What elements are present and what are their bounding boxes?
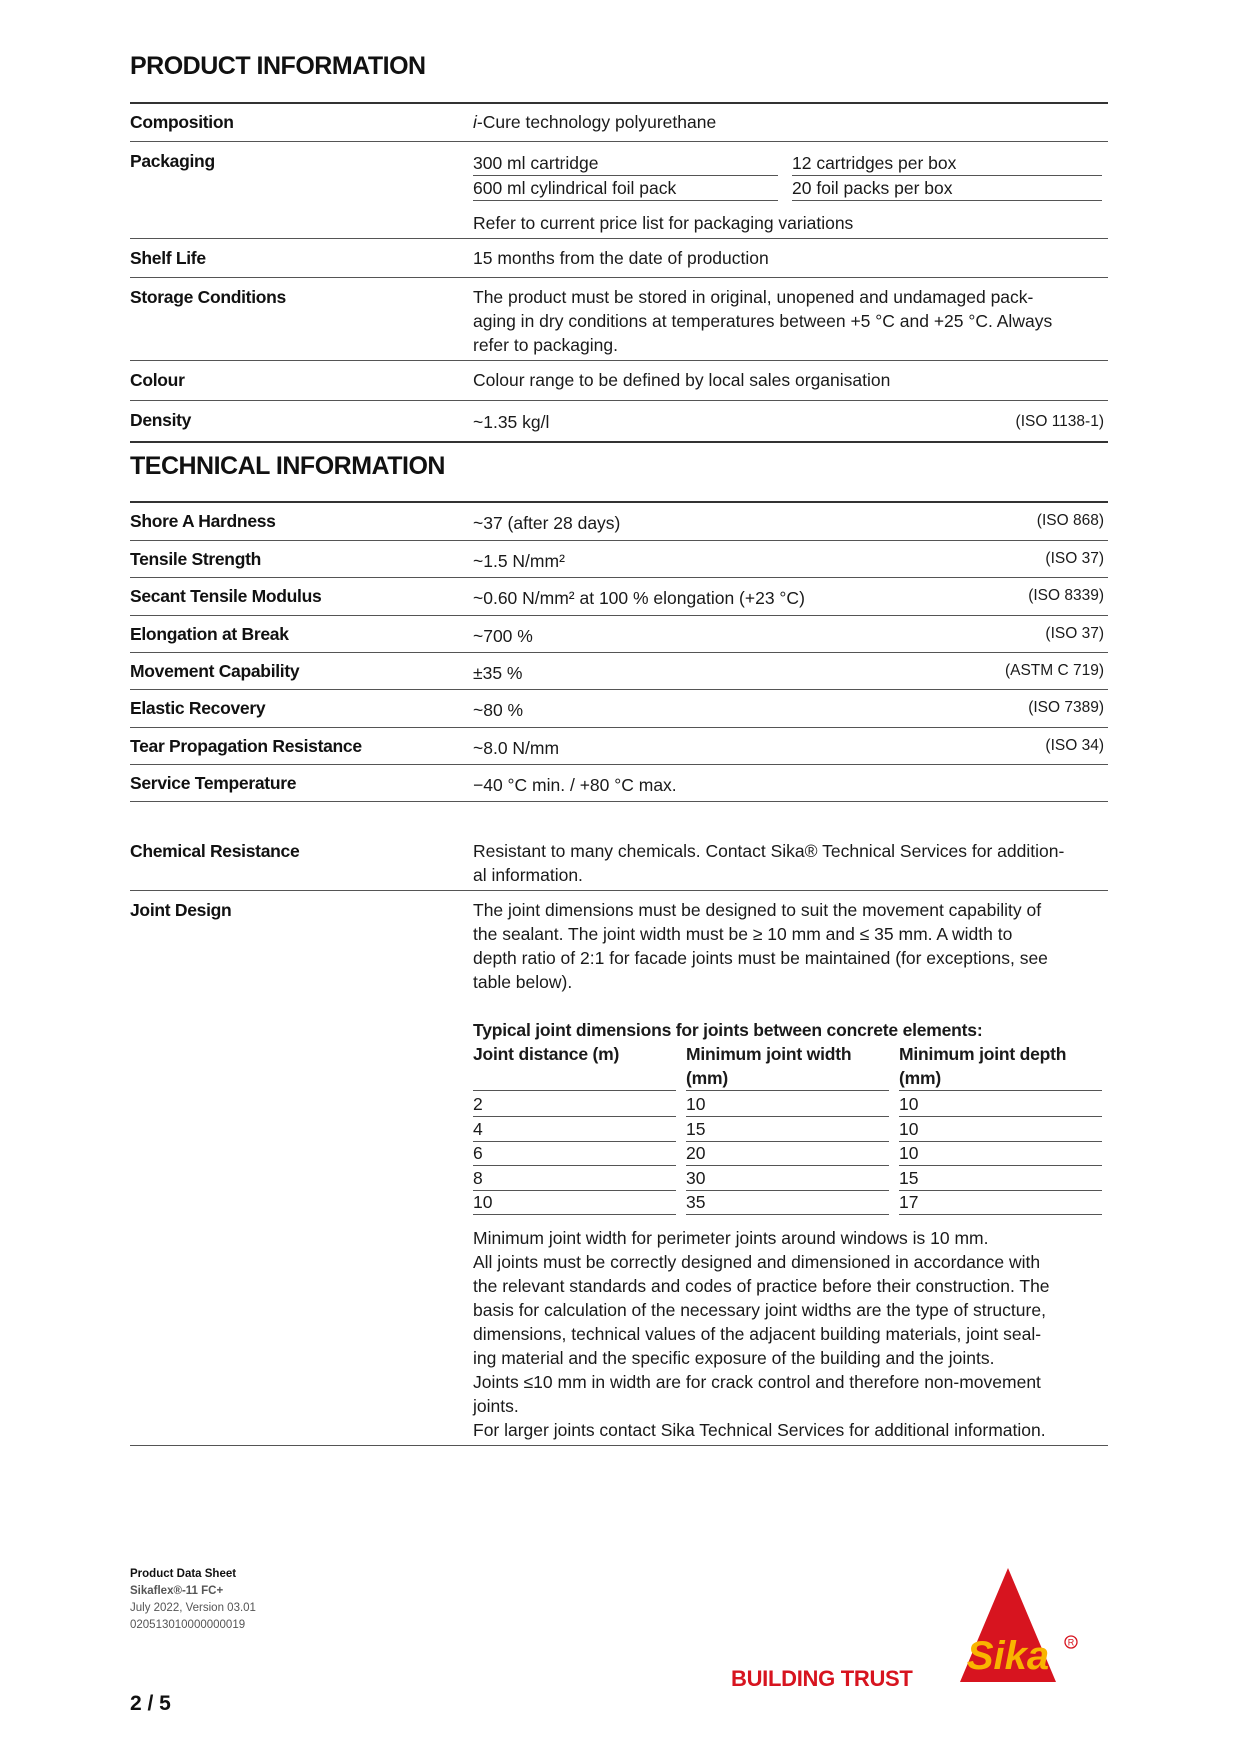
text-line: the relevant standards and codes of practice before their construction. The [473, 1276, 1050, 1296]
value-storage-conditions [473, 285, 1108, 357]
tech-row-value: ~80 % [473, 700, 524, 720]
label-packaging: Packaging [130, 151, 215, 171]
tech-row-value: −40 °C min. / +80 °C max. [473, 775, 677, 795]
text-line: table below). [473, 972, 573, 992]
tech-row-label: Tear Propagation Resistance [130, 736, 362, 756]
header-text: (mm) [899, 1068, 941, 1088]
tech-row-value: ~37 (after 28 days) [473, 513, 621, 533]
value-composition-text: -Cure technology polyurethane [476, 112, 717, 132]
tech-row-standard: (ASTM C 719) [1004, 662, 1104, 679]
label-joint-design: Joint Design [130, 900, 232, 920]
text-line: the sealant. The joint width must be ≥ 10 mm and ≤ 35 mm. A width to [473, 924, 1013, 944]
divider [130, 689, 1108, 690]
section-title-technical-information: TECHNICAL INFORMATION [130, 452, 445, 480]
divider [130, 141, 1108, 142]
row-packaging [130, 149, 1108, 233]
joint-table-cell: 20 [686, 1141, 889, 1166]
value-density: ~1.35 kg/l [473, 412, 550, 432]
footer-info [130, 1566, 256, 1634]
divider [130, 1445, 1108, 1446]
joint-table-cell: 2 [473, 1092, 676, 1117]
logo-wordmark: Sika [966, 1634, 1050, 1678]
divider [130, 727, 1108, 728]
joint-table-cell: 10 [899, 1117, 1102, 1142]
divider [130, 764, 1108, 765]
section-title-product-information: PRODUCT INFORMATION [130, 52, 426, 80]
text-line: refer to packaging. [473, 335, 618, 355]
divider [130, 501, 1108, 503]
tech-row-standard: (ISO 37) [1045, 625, 1104, 642]
joint-table-cell: 35 [686, 1190, 889, 1215]
text-line: dimensions, technical values of the adjacent building materials, joint seal- [473, 1324, 1042, 1344]
divider [130, 102, 1108, 104]
label-shelf-life: Shelf Life [130, 248, 206, 268]
value-colour: Colour range to be defined by local sales organisation [473, 370, 891, 390]
text-line: basis for calculation of the necessary joint widths are the type of structure, [473, 1300, 1046, 1320]
text-line: Joints ≤10 mm in width are for crack control and therefore non-movement [473, 1372, 1041, 1392]
joint-table-cell: 10 [473, 1190, 676, 1215]
tech-row-label: Tensile Strength [130, 549, 262, 569]
registered-mark-glyph: R [1067, 1637, 1075, 1648]
tech-row-value: ~0.60 N/mm² at 100 % elongation (+23 °C) [473, 588, 805, 608]
joint-table-cell: 4 [473, 1117, 676, 1142]
joint-table-caption: Typical joint dimensions for joints between concrete elements: [473, 1020, 983, 1040]
joint-table-cell: 10 [686, 1092, 889, 1117]
packaging-size: 300 ml cartridge [473, 151, 778, 176]
joint-table-header [473, 1042, 676, 1091]
divider [130, 615, 1108, 616]
text-line: ing material and the specific exposure of the building and the joints. [473, 1348, 995, 1368]
tech-row-value: ~700 % [473, 626, 533, 646]
text-line: al information. [473, 865, 583, 885]
tech-row-standard: (ISO 7389) [1028, 699, 1104, 716]
divider [130, 360, 1108, 361]
packaging-size: 600 ml cylindrical foil pack [473, 176, 778, 201]
header-text: (mm) [686, 1068, 728, 1088]
divider [130, 277, 1108, 278]
tech-row-label: Service Temperature [130, 773, 297, 793]
text-line: depth ratio of 2:1 for facade joints must be maintained (for exceptions, see [473, 948, 1048, 968]
footer-version: July 2022, Version 03.01 [130, 1602, 256, 1614]
text-line: The product must be stored in original, unopened and undamaged pack- [473, 287, 1034, 307]
tech-row-value: ~1.5 N/mm² [473, 551, 565, 571]
footer-code: 020513010000000019 [130, 1619, 246, 1631]
tech-row-label: Elongation at Break [130, 624, 289, 644]
header-text: Minimum joint width [686, 1044, 852, 1064]
divider [130, 540, 1108, 541]
joint-table-header [899, 1042, 1102, 1091]
joint-table-cell: 15 [899, 1166, 1102, 1191]
packaging-quantity: 12 cartridges per box [792, 151, 1102, 176]
joint-table-cell: 10 [899, 1141, 1102, 1166]
packaging-quantity: 20 foil packs per box [792, 176, 1102, 201]
tech-row-standard: (ISO 8339) [1028, 587, 1104, 604]
joint-table-cell: 6 [473, 1141, 676, 1166]
text-line: aging in dry conditions at temperatures between +5 °C and +25 °C. Always [473, 311, 1053, 331]
sika-logo [958, 1566, 1108, 1686]
label-chemical-resistance: Chemical Resistance [130, 841, 300, 861]
tech-row-label: Movement Capability [130, 661, 300, 681]
value-shelf-life: 15 months from the date of production [473, 248, 769, 268]
joint-table-cell: 30 [686, 1166, 889, 1191]
header-text: Joint distance (m) [473, 1044, 620, 1064]
text-line: joints. [473, 1396, 519, 1416]
header-text: Minimum joint depth [899, 1044, 1067, 1064]
divider [130, 238, 1108, 239]
text-line: The joint dimensions must be designed to suit the movement capability of [473, 900, 1042, 920]
text-line: Resistant to many chemicals. Contact Sika® Technical Services for addition- [473, 841, 1065, 861]
standard-density: (ISO 1138-1) [1015, 413, 1104, 430]
tech-row-value: ±35 % [473, 663, 523, 683]
label-density: Density [130, 410, 192, 430]
tech-row-label: Shore A Hardness [130, 511, 276, 531]
label-composition: Composition [130, 112, 234, 132]
footer-doc-type: Product Data Sheet [130, 1568, 237, 1580]
tech-row-label: Secant Tensile Modulus [130, 586, 322, 606]
joint-table-cell: 8 [473, 1166, 676, 1191]
page-number: 2 / 5 [130, 1692, 171, 1715]
packaging-note: Refer to current price list for packaging variations [473, 213, 854, 233]
divider [130, 652, 1108, 653]
divider [130, 441, 1108, 443]
slogan: BUILDING TRUST [731, 1666, 913, 1691]
tech-row-value: ~8.0 N/mm [473, 738, 560, 758]
tech-row-standard: (ISO 868) [1036, 512, 1104, 529]
footer-product: Sikaflex®-11 FC+ [130, 1585, 224, 1597]
text-line: All joints must be correctly designed and dimensioned in accordance with [473, 1252, 1041, 1272]
joint-table-cell: 10 [899, 1092, 1102, 1117]
joint-table-header [686, 1042, 889, 1091]
joint-table-cell: 17 [899, 1190, 1102, 1215]
joint-table [473, 1042, 1113, 1222]
value-chemical-resistance [473, 839, 1108, 887]
divider [130, 400, 1108, 401]
tech-row-label: Elastic Recovery [130, 698, 266, 718]
value-composition-prefix: i [473, 112, 477, 132]
tech-row-standard: (ISO 34) [1045, 737, 1104, 754]
tech-row-standard: (ISO 37) [1045, 550, 1104, 567]
label-storage-conditions: Storage Conditions [130, 287, 286, 307]
divider [130, 801, 1108, 802]
joint-design-intro [473, 898, 1108, 994]
label-colour: Colour [130, 370, 185, 390]
value-composition [473, 110, 1108, 134]
divider [130, 890, 1108, 891]
divider [130, 577, 1108, 578]
text-line: Minimum joint width for perimeter joints around windows is 10 mm. [473, 1228, 989, 1248]
joint-table-cell: 15 [686, 1117, 889, 1142]
joint-design-notes [473, 1226, 1113, 1442]
text-line: For larger joints contact Sika Technical Services for additional information. [473, 1420, 1046, 1440]
